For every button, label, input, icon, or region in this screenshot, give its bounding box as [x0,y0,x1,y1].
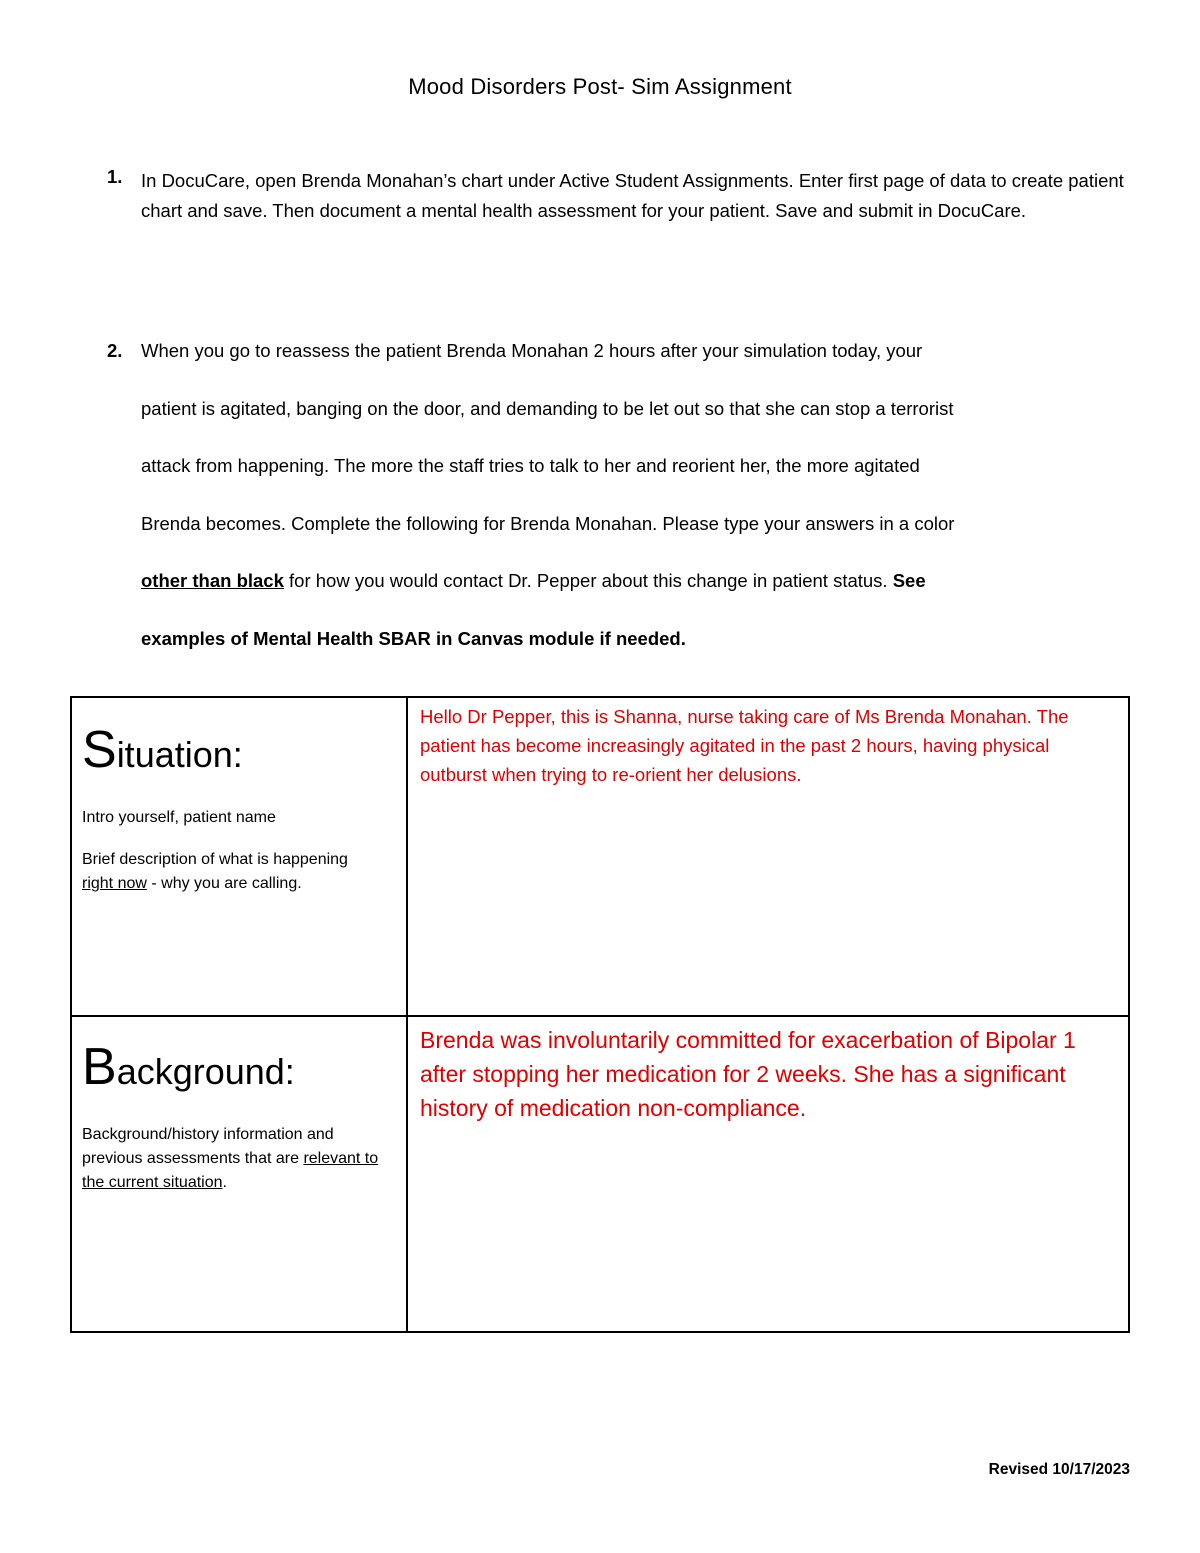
situation-hint-2: Brief description of what is happening right now - why you are calling. [82,851,348,892]
sbar-table [70,696,1130,1333]
background-heading: Background: [82,1038,295,1096]
revised-date: Revised 10/17/2023 [988,1461,1130,1478]
page-title: Mood Disorders Post- Sim Assignment [408,74,792,99]
item2-line-1: When you go to reassess the patient Brenda Monahan 2 hours after your simulation today, your [141,340,923,361]
line5-rest: for how you would contact Dr. Pepper about this change in patient status. [283,570,888,591]
situation-row [71,697,1129,1016]
background-answer[interactable]: Brenda was involuntarily committed for exacerbation of Bipolar 1 after stopping her medication for 2 weeks. She has a significant history of medication non-compliance. [407,1016,1129,1332]
item-text [141,336,1127,654]
situation-answer[interactable]: Hello Dr Pepper, this is Shanna, nurse taking care of Ms Brenda Monahan. The patient has become increasingly agitated in the past 2 hours, having physical outburst when trying to re-orient her delusions. [407,697,1129,1016]
item2-line-4: Brenda becomes. Complete the following for Brenda Monahan. Please type your answers in a color [141,512,955,534]
item-text: In DocuCare, open Brenda Monahan’s chart under Active Student Assignments. Enter first page of data to create patient chart and save. Then document a mental health assessment for your patient. Save and submit in DocuCare. [141,170,1124,221]
situation-heading: Situation: [82,721,243,779]
instruction-item-2 [107,336,1127,656]
background-hint-text: Background/history information and previous assessments that are relevant to the current situation. [82,1126,379,1191]
emphasis-other-than-black: other than black [141,570,284,591]
item2-line-2: patient is agitated, banging on the door, and demanding to be let out so that she can stop a terrorist [141,397,954,419]
item-number: 1. [107,166,123,187]
situation-label-cell [71,697,407,1016]
item2-line-6: examples of Mental Health SBAR in Canvas module if needed. [141,627,686,649]
situation-hint [82,806,396,896]
item2-line-3: attack from happening. The more the staff tries to talk to her and reorient her, the more agitated [141,455,920,476]
item-number: 2. [107,340,123,361]
background-hint [82,1123,396,1195]
situation-hint-1: Intro yourself, patient name [82,809,276,826]
line5-bold: See [887,570,926,591]
background-row [71,1016,1129,1332]
background-label-cell [71,1016,407,1332]
item2-line-5 [141,566,1127,596]
instruction-item-1 [107,166,1127,266]
